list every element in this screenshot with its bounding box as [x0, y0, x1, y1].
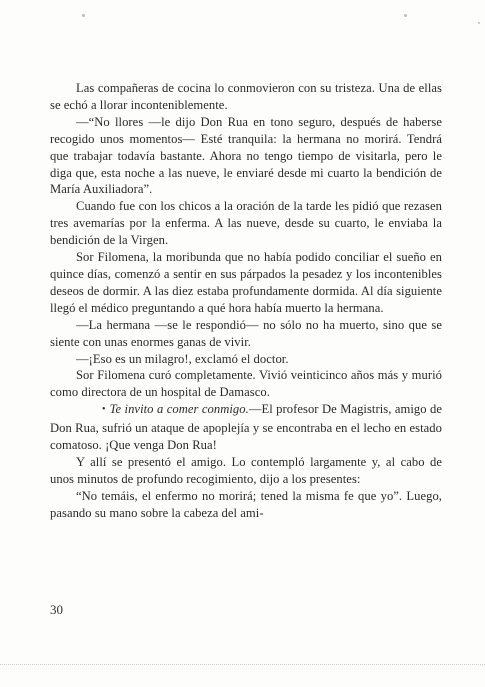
paragraph: —“No llores —le dijo Don Rua en tono seguro, después de haberse recogido unos momentos— Esté tranquila: la hermana no morirá. Tendrá que trabajar todavía bastante. Ahora no tengo tiempo de visitarla, pero le diga que, esta noche a las nueve, le enviaré desde mi cuarto la bendición de María Auxiliadora”.	[50, 114, 442, 197]
scan-speck	[404, 14, 407, 17]
paragraph	[50, 401, 442, 454]
paragraph: Sor Filomena, la moribunda que no había podido conciliar el sueño en quince días, comenzó a sentir en sus párpados la pesadez y los incontenibles deseos de dormir. A las diez estaba profundamente dormida. Al día siguiente llegó el médico preguntando a qué hora había muerto la hermana.	[50, 250, 442, 315]
paragraph-text: —El profesor De Magistris, amigo de Don Rua, sufrió un ataque de apoplejía y se encontraba en el lecho en estado comatoso. ¡Que venga Don Rua!	[50, 402, 442, 453]
scan-speck	[478, 22, 480, 24]
section-lead: Te invito a comer conmigo.	[109, 402, 249, 417]
paragraph: Las compañeras de cocina lo conmovieron con su tristeza. Una de ellas se echó a llorar inconteniblemente.	[50, 81, 442, 112]
paragraph: Cuando fue con los chicos a la oración de la tarde les pidió que rezasen tres avemarías por la enferma. A las nueve, desde su cuarto, le enviaba la bendición de la Virgen.	[50, 199, 442, 248]
paragraph: —¡Eso es un milagro!, exclamó el doctor.	[76, 351, 289, 366]
paragraph: Y allí se presentó el amigo. Lo contempló largamente y, al cabo de unos minutos de profundo recogimiento, dijo a los presentes:	[50, 454, 442, 486]
paragraph: “No temáis, el enfermo no morirá; tened la misma fe que yo”. Luego, pasando su mano sobre la cabeza del ami-	[50, 488, 442, 520]
paragraph: —La hermana —se le respondió— no sólo no ha muerto, sino que se siente con unas enormes ganas de vivir.	[50, 317, 442, 349]
bullet-icon: •	[102, 404, 106, 416]
scan-artifact-line	[0, 664, 485, 666]
paragraph: Sor Filomena curó completamente. Vivió veinticinco años más y murió como directora de un hospital de Damasco.	[50, 368, 442, 400]
scan-speck	[82, 14, 85, 17]
body-text	[50, 80, 442, 522]
page-number: 30	[50, 602, 63, 617]
